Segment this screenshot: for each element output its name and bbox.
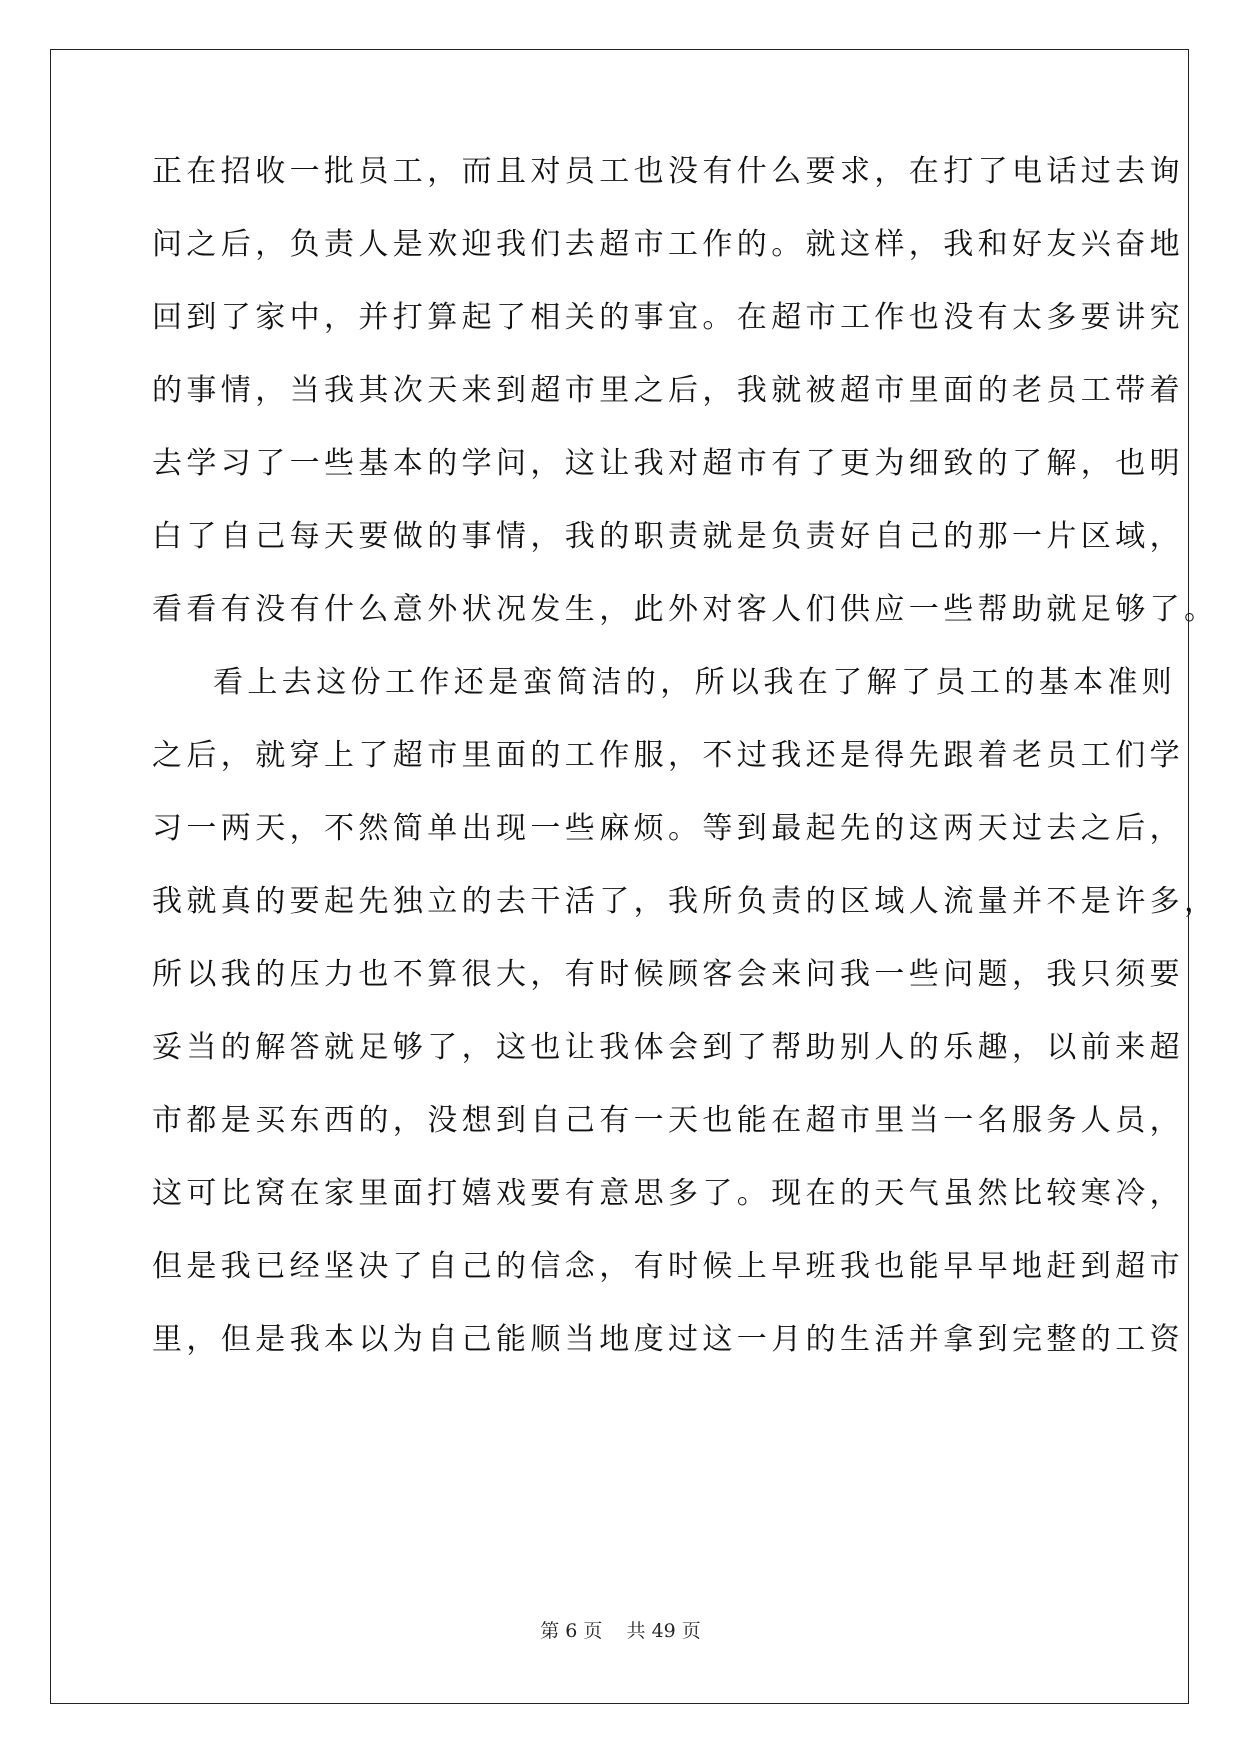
- text-line: 看看有没有什么意外状况发生，此外对客人们供应一些帮助就足够了。: [152, 592, 1219, 627]
- text-line: 但是我已经坚决了自己的信念，有时候上早班我也能早早地赶到超市: [152, 1249, 1184, 1284]
- text-line: 之后，就穿上了超市里面的工作服，不过我还是得先跟着老员工们学: [152, 738, 1184, 773]
- text-line: 所以我的压力也不算很大，有时候顾客会来问我一些问题，我只须要: [152, 957, 1184, 992]
- text-line: 我就真的要起先独立的去干活了，我所负责的区域人流量并不是许多，: [152, 884, 1219, 919]
- text-line: 回到了家中，并打算起了相关的事宜。在超市工作也没有太多要讲究: [152, 300, 1184, 335]
- paragraph-first-line: 看上去这份工作还是蛮简洁的，所以我在了解了员工的基本准则: [213, 665, 1177, 700]
- text-line: 正在招收一批员工，而且对员工也没有什么要求，在打了电话过去询: [152, 154, 1184, 189]
- text-line: 白了自己每天要做的事情，我的职责就是负责好自己的那一片区域，: [152, 519, 1184, 554]
- page-footer: [0, 1619, 1241, 1643]
- text-line: 妥当的解答就足够了，这也让我体会到了帮助别人的乐趣，以前来超: [152, 1030, 1184, 1065]
- text-line: 里，但是我本以为自己能顺当地度过这一月的生活并拿到完整的工资: [152, 1322, 1184, 1357]
- text-line: 的事情，当我其次天来到超市里之后，我就被超市里面的老员工带着: [152, 373, 1184, 408]
- text-line: 去学习了一些基本的学问，这让我对超市有了更为细致的了解，也明: [152, 446, 1184, 481]
- text-line: 这可比窝在家里面打嬉戏要有意思多了。现在的天气虽然比较寒冷，: [152, 1176, 1184, 1211]
- text-line: 市都是买东西的，没想到自己有一天也能在超市里当一名服务人员，: [152, 1103, 1184, 1138]
- text-line: 习一两天，不然简单出现一些麻烦。等到最起先的这两天过去之后，: [152, 811, 1184, 846]
- page-number: 第 6 页: [540, 1620, 603, 1642]
- text-line: 问之后，负责人是欢迎我们去超市工作的。就这样，我和好友兴奋地: [152, 227, 1184, 262]
- total-pages: 共 49 页: [626, 1620, 701, 1642]
